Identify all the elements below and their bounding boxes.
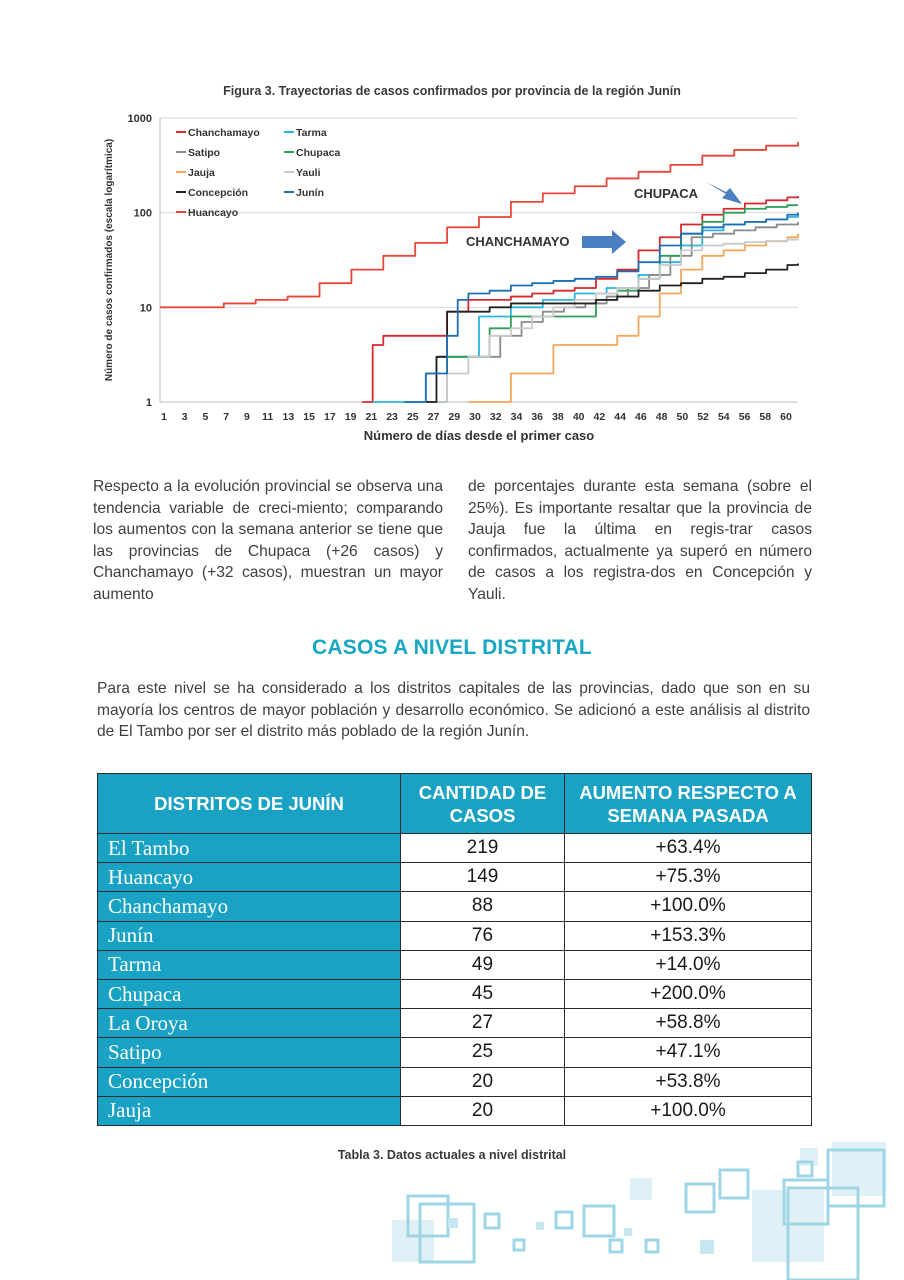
table-header-row bbox=[98, 774, 812, 834]
series-line-jauja bbox=[468, 234, 798, 402]
x-tick-label: 44 bbox=[614, 411, 626, 423]
x-tick-label: 38 bbox=[552, 411, 564, 423]
district-name: Huancayo bbox=[98, 863, 401, 892]
table-row bbox=[98, 1096, 812, 1125]
district-increase: +47.1% bbox=[565, 1038, 812, 1067]
legend-label: Concepción bbox=[188, 187, 249, 199]
district-cases: 149 bbox=[401, 863, 565, 892]
district-name: Junín bbox=[98, 921, 401, 950]
legend-label: Tarma bbox=[296, 127, 327, 139]
x-tick-label: 27 bbox=[427, 411, 440, 423]
x-tick-label: 46 bbox=[635, 411, 647, 423]
table-row bbox=[98, 921, 812, 950]
legend-label: Junín bbox=[296, 187, 324, 199]
header-cases: CANTIDAD DE CASOS bbox=[401, 774, 565, 834]
arrow-icon bbox=[582, 230, 626, 254]
x-tick-label: 5 bbox=[202, 411, 209, 423]
district-table bbox=[97, 773, 812, 1126]
x-tick-label: 58 bbox=[759, 411, 772, 423]
figure-caption: Figura 3. Trayectorias de casos confirmados por provincia de la región Junín bbox=[223, 84, 681, 98]
district-cases: 20 bbox=[401, 1096, 565, 1125]
district-name: Jauja bbox=[98, 1096, 401, 1125]
x-tick-label: 25 bbox=[406, 411, 419, 423]
table-row bbox=[98, 892, 812, 921]
annotation-chupaca: CHUPACA bbox=[634, 186, 699, 201]
decorative-squares bbox=[380, 1140, 904, 1280]
x-tick-label: 11 bbox=[262, 411, 274, 423]
district-cases: 27 bbox=[401, 1009, 565, 1038]
paragraph-right: de porcentajes durante esta semana (sobre el 25%). Es importante resaltar que la provincia de Jauja fue la última en regis-trar casos confirmados, actualmente ya superó en número de casos a los registra-dos en Concepción y Yauli. bbox=[468, 478, 812, 603]
table-row bbox=[98, 950, 812, 979]
district-cases: 25 bbox=[401, 1038, 565, 1067]
x-tick-label: 15 bbox=[303, 411, 315, 423]
line-chart bbox=[94, 104, 810, 446]
legend-label: Chanchamayo bbox=[188, 127, 260, 139]
table-row bbox=[98, 1009, 812, 1038]
x-tick-label: 23 bbox=[386, 411, 398, 423]
annotation-chanchamayo: CHANCHAMAYO bbox=[466, 234, 570, 249]
x-tick-label: 19 bbox=[344, 411, 357, 423]
x-tick-label: 17 bbox=[324, 411, 336, 423]
table-row bbox=[98, 979, 812, 1008]
series-line-yauli bbox=[426, 239, 798, 402]
table-row bbox=[98, 1067, 812, 1096]
header-increase: AUMENTO RESPECTO A SEMANA PASADA bbox=[565, 774, 812, 834]
district-name: Tarma bbox=[98, 950, 401, 979]
arrow-icon bbox=[706, 182, 742, 204]
chart-series bbox=[160, 142, 798, 402]
district-name: Concepción bbox=[98, 1067, 401, 1096]
y-axis-title: Número de casos confirmados (escala logarítmica) bbox=[104, 138, 115, 382]
table-row bbox=[98, 834, 812, 863]
x-tick-label: 7 bbox=[223, 411, 230, 423]
district-cases: 88 bbox=[401, 892, 565, 921]
x-tick-label: 29 bbox=[448, 411, 461, 423]
district-increase: +100.0% bbox=[565, 892, 812, 921]
chart-axes bbox=[104, 113, 798, 443]
x-tick-label: 32 bbox=[489, 411, 502, 423]
district-name: Chanchamayo bbox=[98, 892, 401, 921]
legend-label: Jauja bbox=[188, 167, 215, 179]
x-tick-label: 52 bbox=[697, 411, 709, 423]
section-title: CASOS A NIVEL DISTRITAL bbox=[312, 636, 592, 659]
x-tick-label: 36 bbox=[531, 411, 544, 423]
x-tick-label: 13 bbox=[282, 411, 295, 423]
legend-label: Yauli bbox=[296, 167, 321, 179]
district-increase: +58.8% bbox=[565, 1009, 812, 1038]
chart-annotations bbox=[466, 182, 742, 254]
district-increase: +53.8% bbox=[565, 1067, 812, 1096]
district-cases: 49 bbox=[401, 950, 565, 979]
y-tick-label: 1 bbox=[145, 397, 152, 409]
x-tick-label: 54 bbox=[717, 411, 730, 423]
legend-label: Satipo bbox=[188, 147, 221, 159]
x-tick-label: 9 bbox=[244, 411, 250, 423]
x-tick-label: 56 bbox=[738, 411, 751, 423]
table-caption: Tabla 3. Datos actuales a nivel distrital bbox=[337, 1148, 567, 1162]
x-tick-label: 60 bbox=[780, 411, 792, 423]
x-tick-label: 21 bbox=[365, 411, 378, 423]
district-name: Satipo bbox=[98, 1038, 401, 1067]
district-increase: +63.4% bbox=[565, 834, 812, 863]
district-name: El Tambo bbox=[98, 834, 401, 863]
x-tick-label: 50 bbox=[676, 411, 689, 423]
table-row bbox=[98, 1038, 812, 1067]
series-line-concepción bbox=[426, 264, 798, 402]
legend-label: Huancayo bbox=[188, 207, 239, 219]
district-increase: +75.3% bbox=[565, 863, 812, 892]
x-tick-label: 48 bbox=[655, 411, 668, 423]
x-tick-label: 34 bbox=[510, 411, 523, 423]
x-tick-label: 42 bbox=[593, 411, 606, 423]
district-cases: 45 bbox=[401, 979, 565, 1008]
x-axis-title: Número de días desde el primer caso bbox=[363, 428, 595, 443]
district-name: Chupaca bbox=[98, 979, 401, 1008]
x-tick-label: 3 bbox=[181, 411, 188, 423]
district-increase: +153.3% bbox=[565, 921, 812, 950]
y-tick-label: 1000 bbox=[127, 113, 152, 125]
district-increase: +100.0% bbox=[565, 1096, 812, 1125]
x-tick-label: 40 bbox=[572, 411, 585, 423]
district-cases: 76 bbox=[401, 921, 565, 950]
y-tick-label: 100 bbox=[133, 207, 152, 220]
district-name: La Oroya bbox=[98, 1009, 401, 1038]
district-cases: 219 bbox=[401, 834, 565, 863]
y-tick-label: 10 bbox=[139, 302, 152, 315]
table-row bbox=[98, 863, 812, 892]
chart-legend bbox=[176, 127, 341, 219]
x-tick-label: 1 bbox=[161, 411, 167, 423]
section-intro: Para este nivel se ha considerado a los distritos capitales de las provincias, dado que son en su mayoría los centros de mayor población y desarrollo económico. Se adicionó a este análisis al distrito de El Tambo por ser el distrito más poblado de la región Junín. bbox=[97, 680, 810, 740]
header-district: DISTRITOS DE JUNÍN bbox=[98, 774, 401, 834]
legend-label: Chupaca bbox=[296, 147, 341, 159]
x-tick-label: 30 bbox=[469, 411, 481, 423]
district-cases: 20 bbox=[401, 1067, 565, 1096]
district-increase: +200.0% bbox=[565, 979, 812, 1008]
paragraph-left: Respecto a la evolución provincial se observa una tendencia variable de creci-miento; comparando los aumentos con la semana anterior se tiene que las provincias de Chupaca (+26 casos) y Chanchamayo (+32 casos), muestran un mayor aumento bbox=[93, 478, 443, 603]
district-increase: +14.0% bbox=[565, 950, 812, 979]
